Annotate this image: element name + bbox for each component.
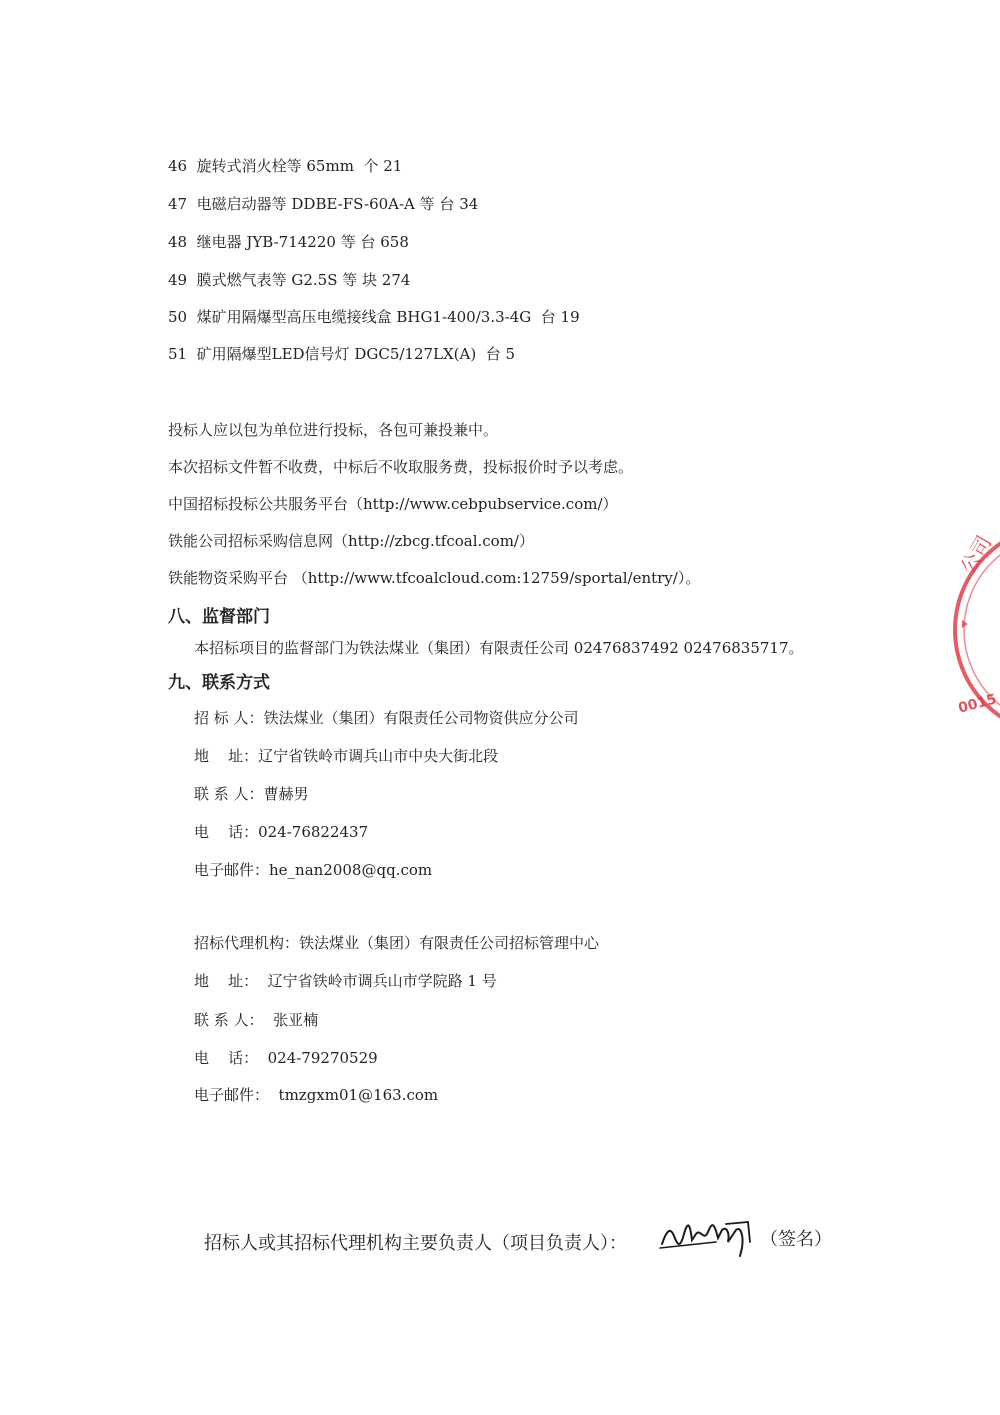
item-line: 49 膜式燃气表等 G2.5S 等 块 274	[168, 271, 411, 289]
tenderer-line: 电子邮件：he_nan2008@qq.com	[194, 861, 433, 879]
item-line: 51 矿用隔爆型LED信号灯 DGC5/127LX(A) 台 5	[168, 345, 516, 363]
company-seal	[940, 520, 1000, 740]
tenderer-line: 招 标 人：铁法煤业（集团）有限责任公司物资供应分公司	[194, 709, 579, 727]
agency-line: 电 话： 024-79270529	[194, 1049, 378, 1067]
item-line: 50 煤矿用隔爆型高压电缆接线盒 BHG1-400/3.3-4G 台 19	[168, 308, 580, 326]
supervision-text: 本招标项目的监督部门为铁法煤业（集团）有限责任公司 02476837492 02476835717。	[194, 639, 804, 657]
seal-text-top: 公司	[955, 531, 997, 578]
section-heading-supervision: 八、监督部门	[168, 607, 270, 627]
signature-suffix: （签名）	[760, 1229, 832, 1250]
item-line: 46 旋转式消火栓等 65mm 个 21	[168, 157, 403, 175]
tenderer-line: 联 系 人：曹赫男	[194, 785, 309, 803]
section-heading-contact: 九、联系方式	[168, 673, 270, 693]
note-line: 铁能公司招标采购信息网（http://zbcg.tfcoal.com/）	[168, 532, 534, 550]
note-line: 铁能物资采购平台 （http://www.tfcoalcloud.com:12759/sportal/entry/）。	[168, 569, 701, 587]
agency-line: 电子邮件： tmzgxm01@163.com	[194, 1086, 439, 1104]
agency-line: 招标代理机构：铁法煤业（集团）有限责任公司招标管理中心	[194, 934, 600, 952]
note-line: 投标人应以包为单位进行投标，各包可兼投兼中。	[168, 421, 499, 439]
tenderer-line: 地 址：辽宁省铁岭市调兵山市中央大街北段	[194, 747, 499, 765]
note-line: 本次招标文件暂不收费，中标后不收取服务费，投标报价时予以考虑。	[168, 458, 634, 476]
seal-text-bottom: 0015	[956, 691, 999, 717]
note-line: 中国招标投标公共服务平台（http://www.cebpubservice.com/）	[168, 495, 618, 513]
item-line: 47 电磁启动器等 DDBE-FS-60A-A 等 台 34	[168, 195, 479, 213]
item-line: 48 继电器 JYB-714220 等 台 658	[168, 233, 409, 251]
agency-line: 联 系 人： 张亚楠	[194, 1011, 319, 1029]
handwritten-signature	[656, 1212, 756, 1262]
signature-prefix: 招标人或其招标代理机构主要负责人（项目负责人）：	[204, 1233, 627, 1254]
tenderer-line: 电 话：024-76822437	[194, 823, 369, 841]
agency-line: 地 址： 辽宁省铁岭市调兵山市学院路 1 号	[194, 972, 497, 990]
